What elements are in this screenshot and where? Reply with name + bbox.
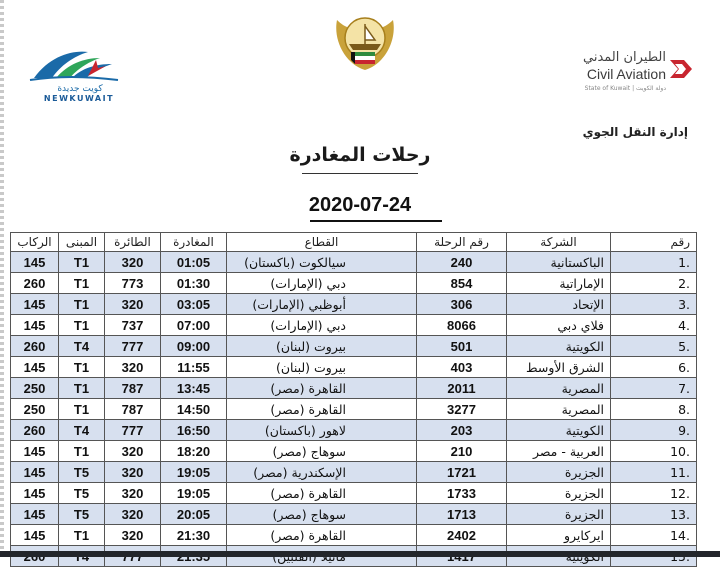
cell-flight: 3277 bbox=[417, 399, 507, 420]
cell-departure: 16:50 bbox=[161, 420, 227, 441]
cell-sector: القاهرة (مصر) bbox=[227, 399, 417, 420]
civil-aviation-subtitle: State of Kuwait | دولة الكويت bbox=[584, 85, 666, 92]
cell-sector: القاهرة (مصر) bbox=[227, 378, 417, 399]
cell-flight: 240 bbox=[417, 252, 507, 273]
table-row bbox=[11, 357, 697, 378]
cell-company: الجزيرة bbox=[507, 504, 611, 525]
cell-terminal: T1 bbox=[59, 252, 105, 273]
civil-aviation-english: Civil Aviation bbox=[586, 66, 666, 82]
cell-sector: القاهرة (مصر) bbox=[227, 525, 417, 546]
cell-aircraft: 777 bbox=[105, 420, 161, 441]
newkuwait-latin: NEWKUWAIT bbox=[43, 94, 115, 103]
table-row bbox=[11, 441, 697, 462]
cell-terminal: T1 bbox=[59, 378, 105, 399]
cell-sector: دبي (الإمارات) bbox=[227, 315, 417, 336]
cell-terminal: T5 bbox=[59, 462, 105, 483]
cell-passengers: 145 bbox=[11, 252, 59, 273]
cell-terminal: T5 bbox=[59, 483, 105, 504]
cell-sector: دبي (الإمارات) bbox=[227, 273, 417, 294]
cell-aircraft: 320 bbox=[105, 483, 161, 504]
cell-company: الكويتية bbox=[507, 336, 611, 357]
cell-sector: لاهور (باكستان) bbox=[227, 420, 417, 441]
cell-index: .2 bbox=[611, 273, 697, 294]
cell-company: الإتحاد bbox=[507, 294, 611, 315]
cell-aircraft: 787 bbox=[105, 378, 161, 399]
cell-index: .8 bbox=[611, 399, 697, 420]
cell-company: الجزيرة bbox=[507, 483, 611, 504]
cell-terminal: T1 bbox=[59, 357, 105, 378]
cell-company: الكويتية bbox=[507, 420, 611, 441]
table-row bbox=[11, 399, 697, 420]
cell-company: العربية - مصر bbox=[507, 441, 611, 462]
cell-passengers: 145 bbox=[11, 525, 59, 546]
cell-departure: 20:05 bbox=[161, 504, 227, 525]
table-row bbox=[11, 273, 697, 294]
cell-passengers: 145 bbox=[11, 441, 59, 462]
cell-terminal: T5 bbox=[59, 504, 105, 525]
cell-sector: سوهاج (مصر) bbox=[227, 441, 417, 462]
cell-flight: 1721 bbox=[417, 462, 507, 483]
cell-flight: 1733 bbox=[417, 483, 507, 504]
header-sector: القطاع bbox=[227, 233, 417, 252]
cell-sector: سيالكوت (باكستان) bbox=[227, 252, 417, 273]
cell-terminal: T4 bbox=[59, 420, 105, 441]
header-index: رقم bbox=[611, 233, 697, 252]
cell-index: .12 bbox=[611, 483, 697, 504]
cell-departure: 14:50 bbox=[161, 399, 227, 420]
table-row bbox=[11, 420, 697, 441]
header-terminal: المبنى bbox=[59, 233, 105, 252]
header-aircraft: الطائرة bbox=[105, 233, 161, 252]
civil-aviation-logo bbox=[574, 50, 694, 120]
cell-departure: 11:55 bbox=[161, 357, 227, 378]
cell-company: الباكستانية bbox=[507, 252, 611, 273]
cell-company: فلاي دبي bbox=[507, 315, 611, 336]
table-row bbox=[11, 483, 697, 504]
cell-aircraft: 787 bbox=[105, 399, 161, 420]
cell-sector: القاهرة (مصر) bbox=[227, 483, 417, 504]
table-row bbox=[11, 294, 697, 315]
cell-terminal: T1 bbox=[59, 399, 105, 420]
cell-terminal: T1 bbox=[59, 525, 105, 546]
cell-passengers: 260 bbox=[11, 336, 59, 357]
cell-flight: 403 bbox=[417, 357, 507, 378]
cell-aircraft: 320 bbox=[105, 252, 161, 273]
cell-passengers: 145 bbox=[11, 294, 59, 315]
title-underline bbox=[302, 173, 418, 174]
cell-company: المصرية bbox=[507, 378, 611, 399]
cell-aircraft: 777 bbox=[105, 336, 161, 357]
report-date: 2020-07-24 bbox=[308, 194, 412, 216]
cell-flight: 203 bbox=[417, 420, 507, 441]
cell-company: الشرق الأوسط bbox=[507, 357, 611, 378]
cell-passengers: 260 bbox=[11, 273, 59, 294]
cell-aircraft: 773 bbox=[105, 273, 161, 294]
cell-passengers: 250 bbox=[11, 378, 59, 399]
cell-aircraft: 320 bbox=[105, 525, 161, 546]
cell-sector: أبوظبي (الإمارات) bbox=[227, 294, 417, 315]
cell-departure: 03:05 bbox=[161, 294, 227, 315]
cell-terminal: T4 bbox=[59, 336, 105, 357]
page-edge-border bbox=[0, 0, 4, 557]
table-row bbox=[11, 378, 697, 399]
cell-departure: 19:05 bbox=[161, 462, 227, 483]
cell-flight: 1713 bbox=[417, 504, 507, 525]
departures-table bbox=[10, 232, 697, 567]
header-departure: المغادرة bbox=[161, 233, 227, 252]
cell-index: .1 bbox=[611, 252, 697, 273]
cell-departure: 09:00 bbox=[161, 336, 227, 357]
cell-passengers: 260 bbox=[11, 420, 59, 441]
cell-company: الجزيرة bbox=[507, 462, 611, 483]
cell-aircraft: 320 bbox=[105, 294, 161, 315]
cell-departure: 13:45 bbox=[161, 378, 227, 399]
page-title: رحلات المغادرة bbox=[289, 144, 431, 166]
cell-aircraft: 320 bbox=[105, 357, 161, 378]
cell-sector: بيروت (لبنان) bbox=[227, 357, 417, 378]
date-underline bbox=[310, 220, 442, 222]
cell-flight: 306 bbox=[417, 294, 507, 315]
cell-flight: 501 bbox=[417, 336, 507, 357]
table-row bbox=[11, 252, 697, 273]
cell-passengers: 145 bbox=[11, 357, 59, 378]
cell-flight: 2011 bbox=[417, 378, 507, 399]
civil-aviation-mark-icon bbox=[668, 56, 694, 82]
cell-flight: 854 bbox=[417, 273, 507, 294]
cell-passengers: 145 bbox=[11, 462, 59, 483]
cell-aircraft: 737 bbox=[105, 315, 161, 336]
cell-aircraft: 320 bbox=[105, 504, 161, 525]
cell-index: .13 bbox=[611, 504, 697, 525]
cell-index: .4 bbox=[611, 315, 697, 336]
cell-index: .6 bbox=[611, 357, 697, 378]
cell-sector: الإسكندرية (مصر) bbox=[227, 462, 417, 483]
newkuwait-arabic: كويت جديدة bbox=[57, 84, 103, 94]
cell-company: ايركايرو bbox=[507, 525, 611, 546]
cell-sector: سوهاج (مصر) bbox=[227, 504, 417, 525]
header-passengers: الركاب bbox=[11, 233, 59, 252]
header-flight: رقم الرحلة bbox=[417, 233, 507, 252]
kuwait-emblem bbox=[327, 0, 403, 76]
table-row bbox=[11, 336, 697, 357]
cell-index: .3 bbox=[611, 294, 697, 315]
cell-passengers: 145 bbox=[11, 315, 59, 336]
cell-company: الإماراتية bbox=[507, 273, 611, 294]
cell-index: .11 bbox=[611, 462, 697, 483]
cell-departure: 21:30 bbox=[161, 525, 227, 546]
cell-passengers: 145 bbox=[11, 504, 59, 525]
cell-aircraft: 320 bbox=[105, 441, 161, 462]
cell-departure: 01:05 bbox=[161, 252, 227, 273]
department-name: إدارة النقل الجوي bbox=[582, 125, 688, 139]
cell-flight: 2402 bbox=[417, 525, 507, 546]
cell-departure: 01:30 bbox=[161, 273, 227, 294]
cell-sector: بيروت (لبنان) bbox=[227, 336, 417, 357]
cell-departure: 07:00 bbox=[161, 315, 227, 336]
cell-passengers: 250 bbox=[11, 399, 59, 420]
civil-aviation-arabic: الطيران المدني bbox=[583, 50, 666, 65]
bottom-bar bbox=[0, 551, 720, 557]
cell-terminal: T1 bbox=[59, 315, 105, 336]
cell-flight: 210 bbox=[417, 441, 507, 462]
cell-passengers: 145 bbox=[11, 483, 59, 504]
cell-terminal: T1 bbox=[59, 294, 105, 315]
cell-index: .7 bbox=[611, 378, 697, 399]
table-header-row bbox=[11, 233, 697, 252]
cell-flight: 8066 bbox=[417, 315, 507, 336]
cell-terminal: T1 bbox=[59, 441, 105, 462]
cell-index: .9 bbox=[611, 420, 697, 441]
cell-index: .5 bbox=[611, 336, 697, 357]
table-row bbox=[11, 504, 697, 525]
cell-departure: 18:20 bbox=[161, 441, 227, 462]
header-company: الشركة bbox=[507, 233, 611, 252]
cell-aircraft: 320 bbox=[105, 462, 161, 483]
cell-index: .10 bbox=[611, 441, 697, 462]
table-row bbox=[11, 462, 697, 483]
cell-index: .14 bbox=[611, 525, 697, 546]
table-row bbox=[11, 315, 697, 336]
cell-departure: 19:05 bbox=[161, 483, 227, 504]
table-row bbox=[11, 525, 697, 546]
cell-terminal: T1 bbox=[59, 273, 105, 294]
cell-company: المصرية bbox=[507, 399, 611, 420]
